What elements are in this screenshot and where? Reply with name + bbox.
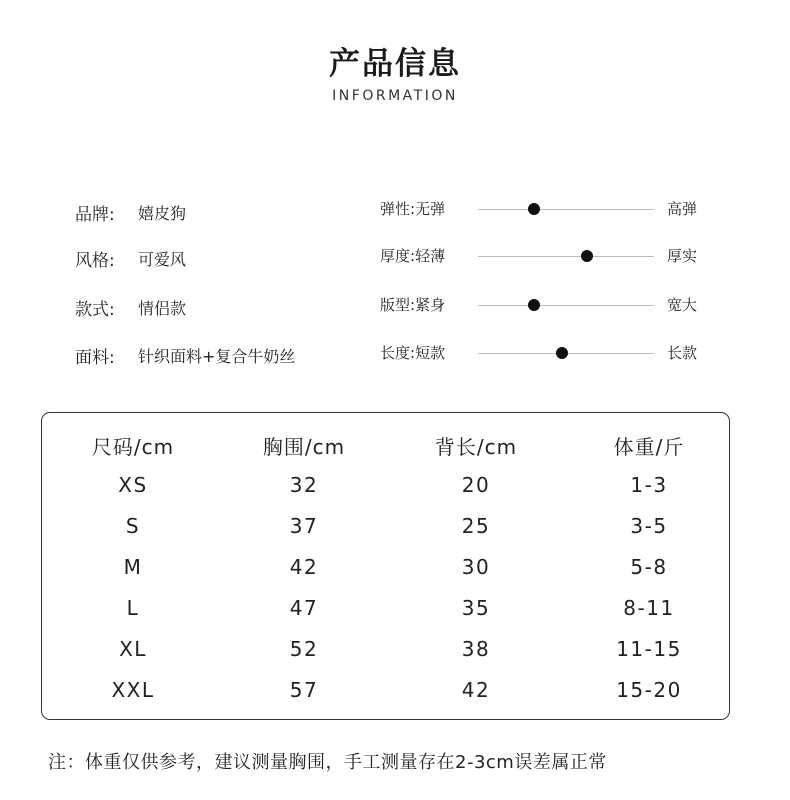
size-cell: XXL xyxy=(111,678,155,702)
attr-brand-value: 嬉皮狗 xyxy=(138,204,187,223)
scale-length xyxy=(380,342,710,366)
scale-elasticity-label: 弹性:无弹 xyxy=(380,200,446,218)
attr-fabric-label: 面料: xyxy=(75,348,115,368)
size-cell: 37 xyxy=(289,514,319,538)
size-cell: 38 xyxy=(461,637,491,661)
attr-style-label: 风格: xyxy=(75,251,115,271)
scale-fit-track xyxy=(478,305,654,306)
attr-design-value: 情侣款 xyxy=(138,299,187,318)
size-cell: 42 xyxy=(461,678,491,702)
size-cell: 5-8 xyxy=(630,555,668,579)
scale-fit-knob xyxy=(528,299,540,311)
attr-style-value: 可爱风 xyxy=(138,250,187,269)
scale-elasticity-high: 高弹 xyxy=(667,200,698,218)
size-cell: 20 xyxy=(461,473,491,497)
scale-elasticity-track xyxy=(478,209,654,210)
size-cell: 1-3 xyxy=(630,473,668,497)
scale-fit-label: 版型:紧身 xyxy=(380,296,446,314)
attr-style xyxy=(75,246,187,271)
size-cell: L xyxy=(126,596,140,620)
scale-elasticity-knob xyxy=(528,203,540,215)
size-header-back: 背长/cm xyxy=(434,435,518,459)
scale-length-knob xyxy=(556,347,568,359)
attr-brand-label: 品牌: xyxy=(75,205,115,225)
page-title: 产品信息 xyxy=(329,46,461,82)
scale-thickness-knob xyxy=(581,250,593,262)
size-cell: 25 xyxy=(461,514,491,538)
scale-thickness-high: 厚实 xyxy=(667,247,698,265)
scale-thickness xyxy=(380,245,710,269)
scale-fit xyxy=(380,294,710,318)
size-cell: 3-5 xyxy=(630,514,668,538)
attr-fabric xyxy=(75,343,296,368)
size-header-size: 尺码/cm xyxy=(91,435,175,459)
size-cell: XS xyxy=(118,473,148,497)
size-note: 注：体重仅供参考，建议测量胸围，手工测量存在2-3cm误差属正常 xyxy=(48,752,607,773)
size-cell: 52 xyxy=(289,637,319,661)
scale-thickness-label: 厚度:轻薄 xyxy=(380,247,446,265)
scale-length-label: 长度:短款 xyxy=(380,344,446,362)
size-cell: S xyxy=(125,514,141,538)
size-cell: 35 xyxy=(461,596,491,620)
size-header-chest: 胸围/cm xyxy=(262,435,346,459)
size-cell: 30 xyxy=(461,555,491,579)
size-cell: 42 xyxy=(289,555,319,579)
size-cell: 57 xyxy=(289,678,319,702)
page-subtitle: INFORMATION xyxy=(332,88,458,104)
attr-brand xyxy=(75,200,187,225)
size-cell: 8-11 xyxy=(623,596,675,620)
scale-fit-high: 宽大 xyxy=(667,296,698,314)
attr-design-label: 款式: xyxy=(75,300,115,320)
size-cell: XL xyxy=(119,637,147,661)
size-cell: 15-20 xyxy=(616,678,682,702)
scale-elasticity xyxy=(380,198,710,222)
attr-fabric-value: 针织面料+复合牛奶丝 xyxy=(138,347,296,366)
size-cell: 47 xyxy=(289,596,319,620)
scale-thickness-track xyxy=(478,256,654,257)
attr-design xyxy=(75,295,187,320)
scale-length-high: 长款 xyxy=(667,344,698,362)
size-cell: M xyxy=(123,555,143,579)
size-cell: 11-15 xyxy=(616,637,682,661)
size-cell: 32 xyxy=(289,473,319,497)
scale-length-track xyxy=(478,353,654,354)
size-header-weight: 体重/斤 xyxy=(613,435,685,459)
